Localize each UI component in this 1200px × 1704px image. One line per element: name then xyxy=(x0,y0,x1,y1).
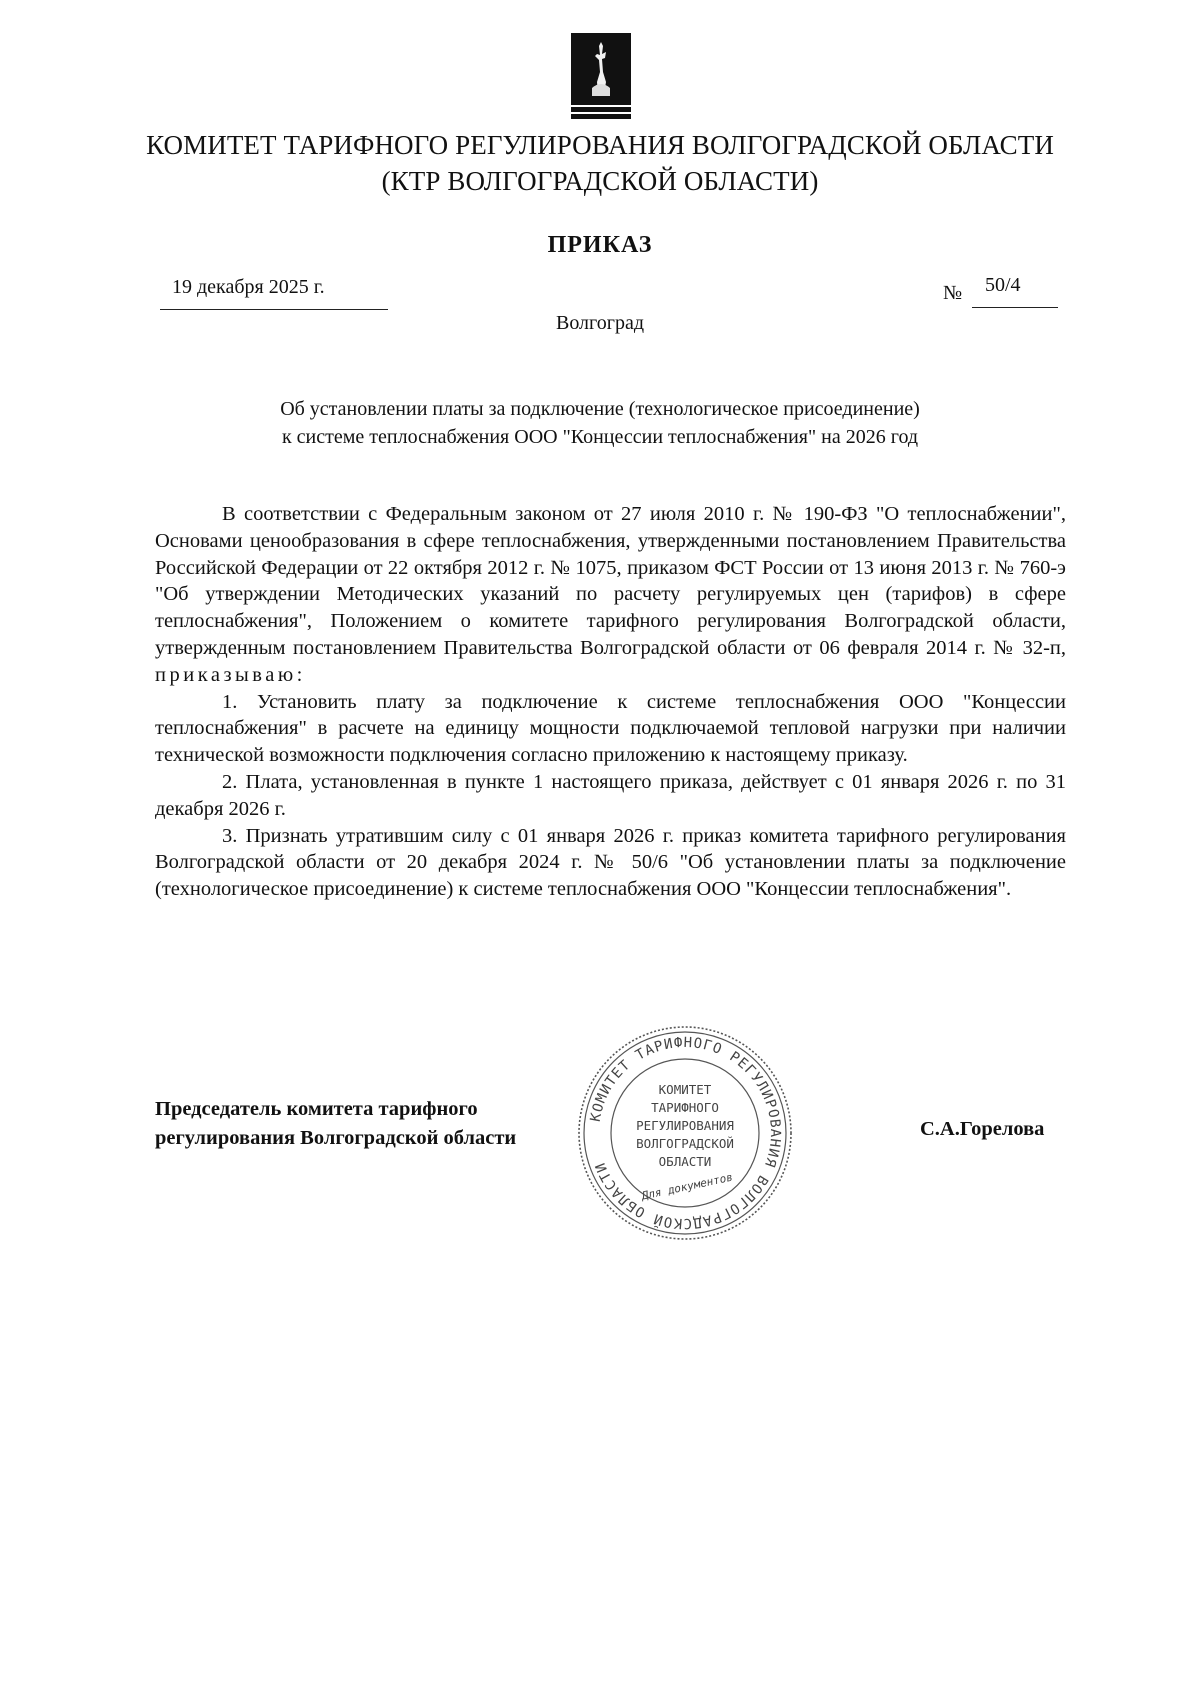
seal-ring-text: КОМИТЕТ ТАРИФНОГО РЕГУЛИРОВАНИЯ ВОЛГОГРАДСКОЙ ОБЛАСТИ xyxy=(587,1034,784,1232)
preamble-paragraph xyxy=(155,501,1066,689)
signer-position-line-1: Председатель комитета тарифного xyxy=(155,1098,478,1120)
preamble-text: В соответствии с Федеральным законом от 27 июля 2010 г. № 190-ФЗ "О теплоснабжении", Основами ценообразования в сфере теплоснабжения, утвержденными постановлением Правительства Российской Федерации от 22 октября 2012 г. № 1075, приказом ФСТ России от 13 июня 2013 г. № 760-э "Об утверждении Методических указаний по расчету регулируемых цен (тарифов) в сфере теплоснабжения", Положением о комитете тарифного регулирования Волгоградской области, утвержденным постановлением Правительства Волгоградской области от 06 февраля 2014 г. № 32-п, xyxy=(155,503,1066,659)
order-item-2: 2. Плата, установленная в пункте 1 настоящего приказа, действует с 01 января 2026 г. по 31 декабря 2026 г. xyxy=(155,770,1066,820)
city: Волгоград xyxy=(555,312,645,334)
seal-bottom-text: Для документов xyxy=(640,1170,734,1203)
organization-short-name: (КТР ВОЛГОГРАДСКОЙ ОБЛАСТИ) xyxy=(381,166,819,196)
order-verb: приказываю: xyxy=(155,663,306,686)
order-item-3: 3. Признать утратившим силу с 01 января 2026 г. приказ комитета тарифного регулирования Волгоградской области от 20 декабря 2024 г. № 50/6 "Об установлении платы за подключение (технологическое присоединение) к системе теплоснабжения ООО "Концессии теплоснабжения". xyxy=(155,824,1066,901)
subject-line-2: к системе теплоснабжения ООО "Концессии теплоснабжения" на 2026 год xyxy=(281,426,919,448)
order-date: 19 декабря 2025 г. xyxy=(172,276,325,298)
signer-position-line-2: регулирования Волгоградской области xyxy=(155,1127,517,1149)
organization-name: КОМИТЕТ ТАРИФНОГО РЕГУЛИРОВАНИЯ ВОЛГОГРАДСКОЙ ОБЛАСТИ xyxy=(146,130,1054,160)
order-number: 50/4 xyxy=(985,274,1021,296)
signer-name: С.А.Горелова xyxy=(920,1118,1045,1140)
seal-center-line-1: КОМИТЕТ xyxy=(658,1082,712,1097)
order-body xyxy=(155,501,1066,903)
number-underline xyxy=(972,307,1058,308)
seal-center-line-5: ОБЛАСТИ xyxy=(658,1154,712,1169)
order-item-1: 1. Установить плату за подключение к системе теплоснабжения ООО "Концессии теплоснабжения" в расчете на единицу мощности подключаемой тепловой нагрузки при наличии технической возможности подключения согласно приложению к настоящему приказу. xyxy=(155,690,1066,767)
number-sign: № xyxy=(943,282,963,304)
signer-position xyxy=(155,1095,516,1153)
seal-center-line-2: ТАРИФНОГО xyxy=(651,1100,719,1115)
date-underline xyxy=(160,309,388,310)
coat-of-arms-icon xyxy=(570,32,632,122)
seal-center-line-3: РЕГУЛИРОВАНИЯ xyxy=(636,1118,734,1133)
seal-center-line-4: ВОЛГОГРАДСКОЙ xyxy=(636,1136,734,1151)
subject-line-1: Об установлении платы за подключение (технологическое присоединение) xyxy=(280,398,920,420)
official-seal xyxy=(570,1018,800,1248)
document-type: ПРИКАЗ xyxy=(547,232,653,258)
